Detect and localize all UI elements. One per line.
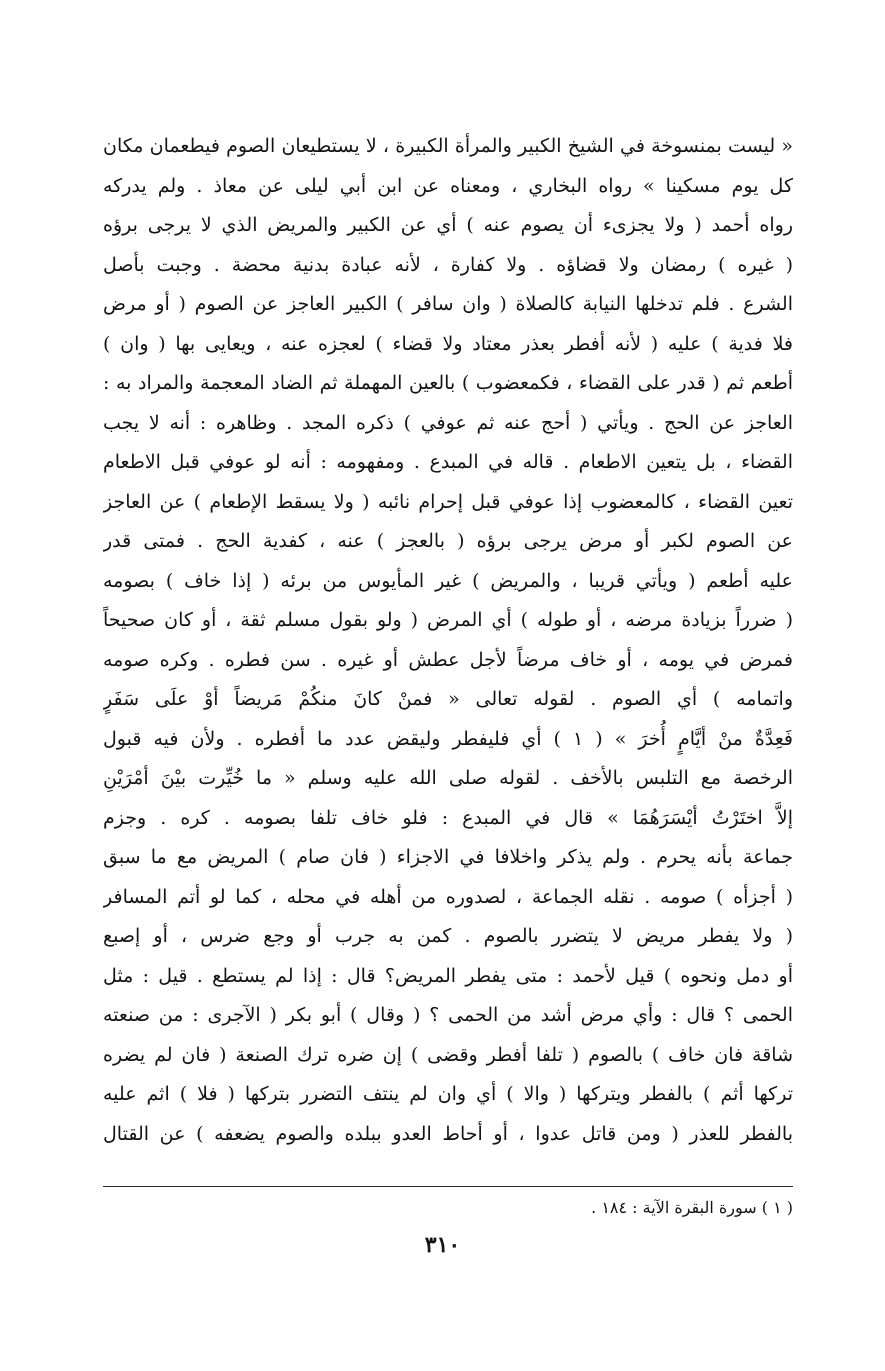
text-line: الرخصة مع التلبس بالأخف . لقوله صلى الله عليه وسلم « ما خُيِّرت بيْنَ أمْرَيْنِ bbox=[103, 767, 793, 789]
text-line: فلا فدية ) عليه ( لأنه أفطر بعذر معتاد ولا قضاء ) لعجزه عنه ، ويعايى بها ( وان ) bbox=[103, 332, 793, 355]
text-line: فَعِدَّةٌ منْ أيَّامٍ أُخرَ » ( ١ ) أي فليفطر وليقض عدد ما أفطره . ولأن فيه قبول bbox=[103, 727, 793, 750]
text-line: القضاء ، بل يتعين الاطعام . قاله في المبدع . ومفهومه : أنه لو عوفي قبل الاطعام bbox=[103, 451, 793, 473]
text-line: فمرض في يومه ، أو خاف مرضاً لأجل عطش أو غيره . سن فطره . وكره صومه bbox=[103, 648, 793, 671]
text-line: ( أجزأه ) صومه . نقله الجماعة ، لصدوره من أهله في محله ، كما لو أتم المسافر bbox=[103, 885, 793, 908]
text-line: جماعة بأنه يحرم . ولم يذكر واخلافا في الاجزاء ( فان صام ) المريض مع ما سبق bbox=[103, 846, 793, 868]
text-line: تركها أثم ) بالفطر ويتركها ( والا ) أي وان لم ينتف التضرر بتركها ( فلا ) اثم عليه bbox=[103, 1083, 793, 1105]
text-line: شاقة فان خاف ) بالصوم ( تلفا أفطر وقضى ) إن ضره ترك الصنعة ( فان لم يضره bbox=[103, 1043, 793, 1066]
text-line: واتمامه ) أي الصوم . لقوله تعالى « فمنْ كانَ منكُمْ مَريضاً أوْ علَى سَفَرٍ bbox=[103, 688, 793, 710]
text-line: أطعم ثم ( قدر على القضاء ، فكمعضوب ) بالعين المهملة ثم الضاد المعجمة والمراد به : bbox=[103, 372, 793, 394]
text-line: ( غيره ) رمضان ولا قضاؤه . ولا كفارة ، لأنه عبادة بدنية محضة . وجبت بأصل bbox=[103, 253, 793, 276]
footnote: ( ١ ) سورة البقرة الآية : ١٨٤ . bbox=[591, 1198, 793, 1217]
text-line: رواه أحمد ( ولا يجزىء أن يصوم عنه ) أي عن الكبير والمريض الذي لا يرجى برؤه bbox=[103, 214, 793, 236]
text-line: عن الصوم لكبر أو مرض يرجى برؤه ( بالعجز ) عنه ، كفدية الحج . فمتى قدر bbox=[103, 530, 793, 552]
text-line: إلاَّ اختَرْتُ أيْسَرَهُمَا » قال في المبدع : فلو خاف تلفا بصومه . كره . وجزم bbox=[103, 806, 793, 829]
text-line: ( ضرراً بزيادة مرضه ، أو طوله ) أي المرض ( ولو بقول مسلم ثقة ، أو كان صحيحاً bbox=[103, 609, 793, 631]
text-line: عليه أطعم ( ويأتي قريبا ، والمريض ) غير المأيوس من برئه ( إذا خاف ) بصومه bbox=[103, 569, 793, 592]
page-number: ٣١٠ bbox=[424, 1232, 461, 1258]
text-line: تعين القضاء ، كالمعضوب إذا عوفي قبل إحرام نائبه ( ولا يسقط الإطعام ) عن العاجز bbox=[103, 490, 793, 513]
text-line: كل يوم مسكينا » رواه البخاري ، ومعناه عن ابن أبي ليلى عن معاذ . ولم يدركه bbox=[103, 174, 793, 197]
text-line: الشرع . فلم تدخلها النيابة كالصلاة ( وان سافر ) الكبير العاجز عن الصوم ( أو مرض bbox=[103, 293, 793, 315]
text-line: العاجز عن الحج . ويأتي ( أحج عنه ثم عوفي ) ذكره المجد . وظاهره : أنه لا يجب bbox=[103, 411, 793, 434]
text-line: « ليست بمنسوخة في الشيخ الكبير والمرأة الكبيرة ، لا يستطيعان الصوم فيطعمان مكان bbox=[103, 135, 793, 157]
text-line: الحمى ؟ قال : وأي مرض أشد من الحمى ؟ ( وقال ) أبو بكر ( الآجرى : من صنعته bbox=[103, 1004, 793, 1026]
footnote-divider bbox=[103, 1186, 793, 1187]
text-line: أو دمل ونحوه ) قيل لأحمد : متى يفطر المريض؟ قال : إذا لم يستطع . قيل : مثل bbox=[103, 964, 793, 987]
text-line: ( ولا يفطر مريض لا يتضرر بالصوم . كمن به جرب أو وجع ضرس ، أو إصبع bbox=[103, 925, 793, 947]
main-text bbox=[103, 127, 793, 1154]
text-line: بالفطر للعذر ( ومن قاتل عدوا ، أو أحاط العدو ببلده والصوم يضعفه ) عن القتال bbox=[103, 1122, 793, 1145]
